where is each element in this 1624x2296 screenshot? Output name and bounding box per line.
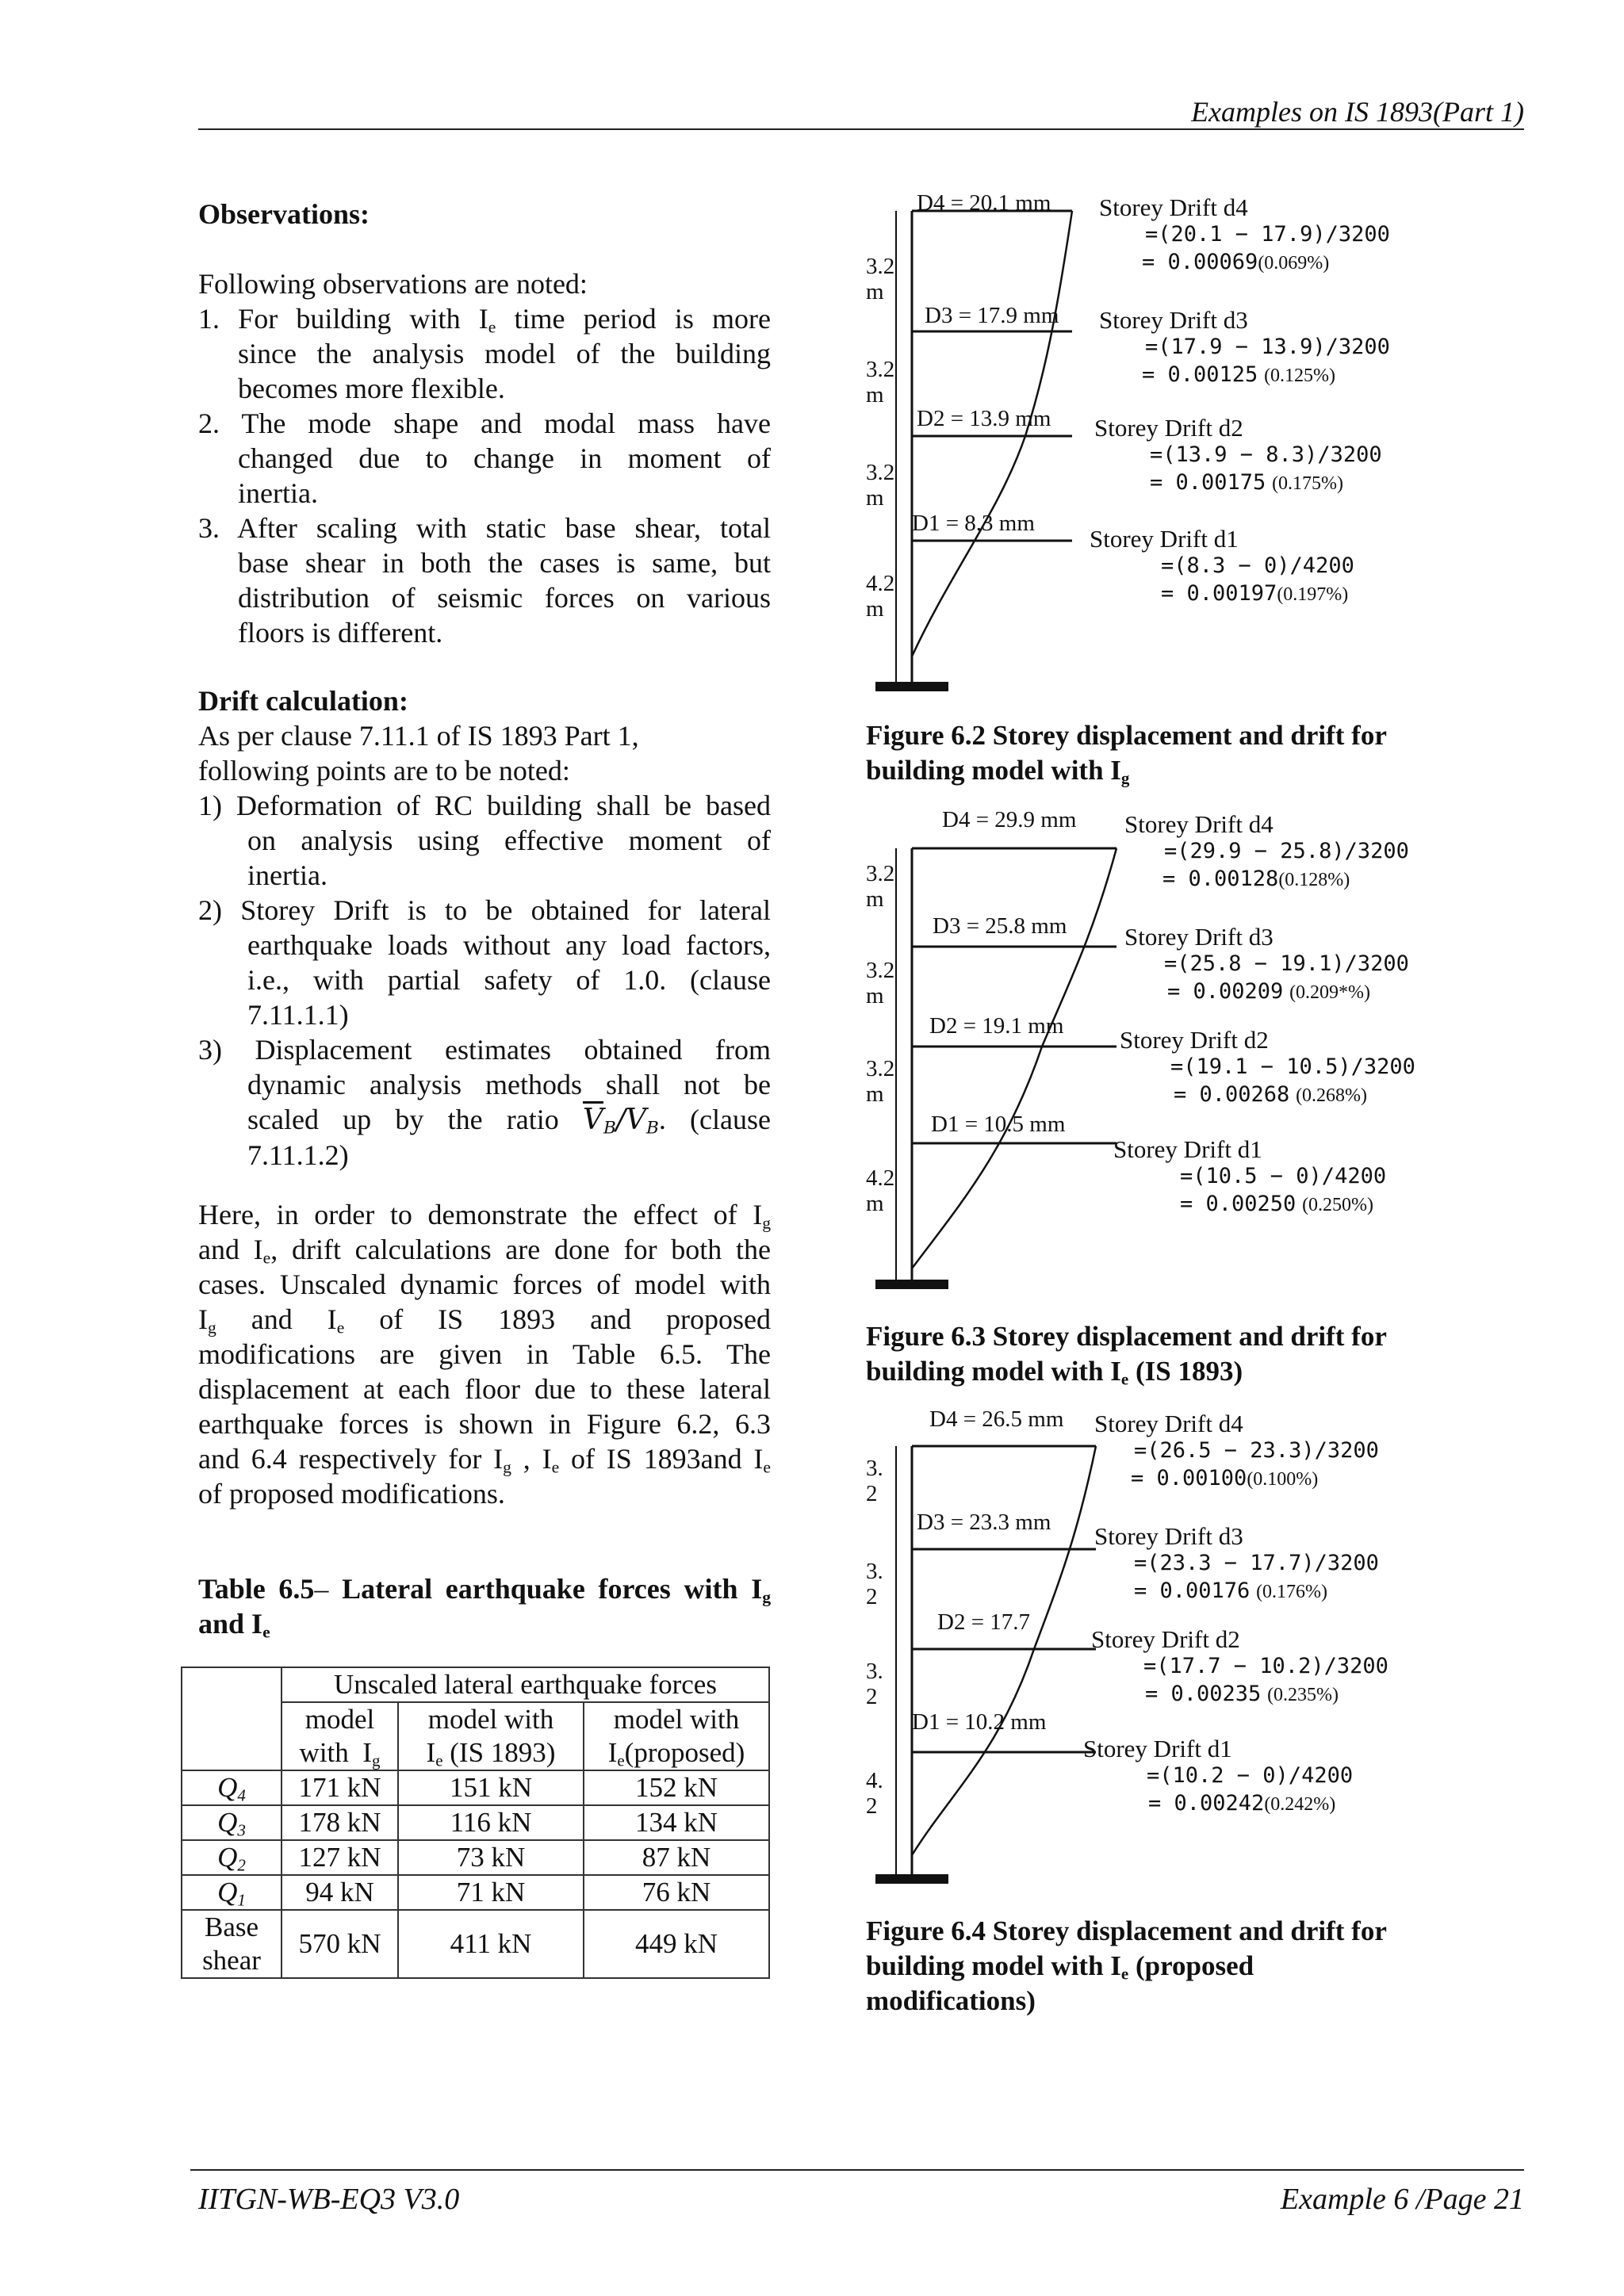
table-col-header-ig: model with $I_g$ [282, 1702, 398, 1770]
table-header-row [182, 1667, 769, 1702]
height-label-2: 3.2 m [866, 460, 895, 511]
deflected-shape [912, 211, 1072, 656]
table-cell: 134 kN [584, 1805, 769, 1840]
row-label-q4: $Q_4$ [182, 1770, 282, 1805]
drift-section: Drift calculation: As per clause 7.11.1 of IS 1893 Part 1, following points are to be noted: 1) Deformation of RC building shall be based on analysis using effective moment of inertia. 2) Storey Drift is to be obtained for lateral earthquake loads without any load factors, i.e., with partial safety of 1.0. (clause 7.11.1.1) 3) Displacement estimates obtained from dynamic analysis methods shall not be scaled up by the ratio $\overline{V}_B/V_B$. (clause 7.11.1.2) [198, 685, 771, 1171]
table-col-header-ie-is1893: model with $I_e$ (IS 1893) [398, 1702, 584, 1770]
observation-item-3: 3. After scaling with static base shear, total [198, 512, 771, 544]
table-row [182, 1910, 769, 1978]
storey-drift-d4: Storey Drift d4 =(26.5 − 23.3)/3200 = 0.00100(0.100%) [1094, 1410, 1379, 1490]
drift-heading: Drift calculation: [198, 685, 408, 717]
height-label-3: 3.2 m [866, 958, 895, 1008]
height-label-3: 3. 2 [866, 1559, 883, 1609]
figure-6-2 [864, 190, 1507, 690]
figure-frame [896, 211, 1072, 682]
storey-drift-d3: Storey Drift d3 =(25.8 − 19.1)/3200 = 0.00209 (0.209*%) [1124, 923, 1409, 1004]
storey-drift-d3: Storey Drift d3 =(17.9 − 13.9)/3200 = 0.00125 (0.125%) [1099, 306, 1390, 387]
drift-point-2: 2) Storey Drift is to be obtained for lateral [198, 894, 771, 926]
base-support [875, 1280, 948, 1289]
footer-left: IITGN-WB-EQ3 V3.0 [198, 2183, 460, 2216]
figure-6-4-caption: Figure 6.4 Storey displacement and drift for building model with $I_e$ (proposed modifications) [866, 1915, 1387, 2016]
table-cell: 127 kN [282, 1840, 398, 1875]
height-label-3: 3.2 m [866, 357, 895, 408]
table-col-header-ie-proposed: model with $I_e(proposed)$ [584, 1702, 769, 1770]
footer-right: Example 6 /Page 21 [1280, 2183, 1524, 2216]
table-row [182, 1770, 769, 1805]
observations-section: Observations: Following observations are noted: 1. For building with $I_e$ time period is more since the analysis model of the building becomes more flexible. 2. The mode shape and modal mass have changed due to change in moment of inertia. 3. After scaling with static base shear, total base shear in both the cases is same, but distribution of seismic forces on various floors is different. [198, 198, 771, 649]
drift-intro-line-1: As per clause 7.11.1 of IS 1893 Part 1, [198, 720, 639, 752]
height-label-1: 4. 2 [866, 1768, 883, 1819]
storey-drift-d1: Storey Drift d1 =(10.2 − 0)/4200 = 0.00242(0.242%) [1083, 1735, 1354, 1816]
height-label-1: 4.2 m [866, 1165, 895, 1216]
table-cell: 151 kN [398, 1770, 584, 1805]
row-label-q2: $Q_2$ [182, 1840, 282, 1875]
storey-drift-d2: Storey Drift d2 =(19.1 − 10.5)/3200 = 0.00268 (0.268%) [1120, 1026, 1415, 1107]
table-cell: 570 kN [282, 1910, 398, 1978]
figure-6-3-caption: Figure 6.3 Storey displacement and drift for building model with $I_e$ (IS 1893) [866, 1321, 1387, 1389]
page-header: Examples on IS 1893(Part 1) [1191, 96, 1524, 128]
displacement-label-d4: D4 = 20.1 mm [917, 190, 1051, 216]
table-caption: Table 6.5– Lateral earthquake forces with $I_g$ and $I_e$ [198, 1573, 771, 1642]
table-cell: 94 kN [282, 1875, 398, 1910]
height-label-2: 3.2 m [866, 1056, 895, 1107]
height-label-1: 4.2 m [866, 571, 895, 622]
row-label-q1: $Q_1$ [182, 1875, 282, 1910]
height-label-4: 3.2 m [866, 861, 895, 912]
displacement-label-d2: D2 = 17.7 [937, 1609, 1031, 1635]
storey-drift-d1: Storey Drift d1 =(8.3 − 0)/4200 = 0.00197(0.197%) [1090, 525, 1354, 606]
figure-6-4 [864, 1406, 1507, 1903]
figure-6-3 [864, 801, 1507, 1292]
table-cell: 87 kN [584, 1840, 769, 1875]
table-cell: 449 kN [584, 1910, 769, 1978]
displacement-label-d1: D1 = 10.5 mm [931, 1112, 1066, 1137]
figure-6-2-caption: Figure 6.2 Storey displacement and drift for building model with $I_g$ [866, 720, 1387, 788]
displacement-label-d1: D1 = 10.2 mm [912, 1709, 1047, 1735]
storey-drift-d2: Storey Drift d2 =(17.7 − 10.2)/3200 = 0.00235 (0.235%) [1091, 1625, 1388, 1706]
table-cell: 116 kN [398, 1805, 584, 1840]
observations-intro: Following observations are noted: [198, 268, 588, 300]
drift-point-1: 1) Deformation of RC building shall be based [198, 790, 771, 821]
table-cell: 178 kN [282, 1805, 398, 1840]
table-cell: 73 kN [398, 1840, 584, 1875]
displacement-label-d1: D1 = 8.3 mm [912, 511, 1035, 536]
table-cell: 76 kN [584, 1875, 769, 1910]
table-cell: 171 kN [282, 1770, 398, 1805]
row-label-q3: $Q_3$ [182, 1805, 282, 1840]
table-lateral-forces [181, 1667, 770, 1979]
displacement-label-d3: D3 = 23.3 mm [917, 1510, 1051, 1535]
table-cell: 152 kN [584, 1770, 769, 1805]
base-support [875, 1874, 948, 1884]
storey-drift-d1: Storey Drift d1 =(10.5 − 0)/4200 = 0.00250 (0.250%) [1113, 1135, 1387, 1216]
displacement-label-d3: D3 = 25.8 mm [933, 913, 1067, 939]
header-rule [198, 128, 1524, 130]
drift-point-3: 3) Displacement estimates obtained from [198, 1034, 771, 1066]
table-row [182, 1875, 769, 1910]
storey-drift-d3: Storey Drift d3 =(23.3 − 17.7)/3200 = 0.00176 (0.176%) [1094, 1522, 1379, 1603]
base-support [875, 682, 948, 691]
height-label-2: 3. 2 [866, 1659, 883, 1709]
displacement-label-d4: D4 = 29.9 mm [942, 807, 1077, 832]
storey-drift-d2: Storey Drift d2 =(13.9 − 8.3)/3200 = 0.00175 (0.175%) [1094, 414, 1382, 495]
storey-drift-d4: Storey Drift d4 =(20.1 − 17.9)/3200 = 0.00069(0.069%) [1099, 193, 1390, 274]
observations-heading: Observations: [198, 198, 370, 230]
displacement-label-d2: D2 = 13.9 mm [917, 406, 1051, 431]
displacement-label-d3: D3 = 17.9 mm [925, 303, 1059, 328]
table-row [182, 1840, 769, 1875]
row-label-base-shear: Base shear [182, 1910, 282, 1978]
footer-rule [190, 2169, 1524, 2171]
table-group-header: Unscaled lateral earthquake forces [282, 1667, 769, 1702]
drift-intro-line-2: following points are to be noted: [198, 755, 570, 786]
observation-item-1: 1. For building with $I_e$ time period is more [198, 303, 771, 337]
deflected-shape [912, 848, 1116, 1269]
table-cell: 411 kN [398, 1910, 584, 1978]
storey-drift-d4: Storey Drift d4 =(29.9 − 25.8)/3200 = 0.00128(0.128%) [1124, 810, 1409, 891]
height-label-4: 3. 2 [866, 1456, 883, 1506]
observation-item-2: 2. The mode shape and modal mass have [198, 408, 771, 439]
deflected-shape [912, 1446, 1096, 1855]
height-label-4: 3.2 m [866, 254, 895, 304]
table-cell: 71 kN [398, 1875, 584, 1910]
displacement-label-d4: D4 = 26.5 mm [929, 1406, 1064, 1432]
table-row [182, 1805, 769, 1840]
drift-paragraph: Here, in order to demonstrate the effect of $I_g$ and $I_e$, drift calculations are done for both the cases. Unscaled dynamic forces of model with $I_g$ and $I_e$ of IS 1893 and proposed modifications are given in Table 6.5. The displacement at each floor due to these lateral earthquake forces is shown in Figure 6.2, 6.3 and 6.4 respectively for $I_g$ , $I_e$ of IS 1893and $I_e$ of proposed modifications. [198, 1199, 772, 1510]
displacement-label-d2: D2 = 19.1 mm [929, 1013, 1064, 1039]
